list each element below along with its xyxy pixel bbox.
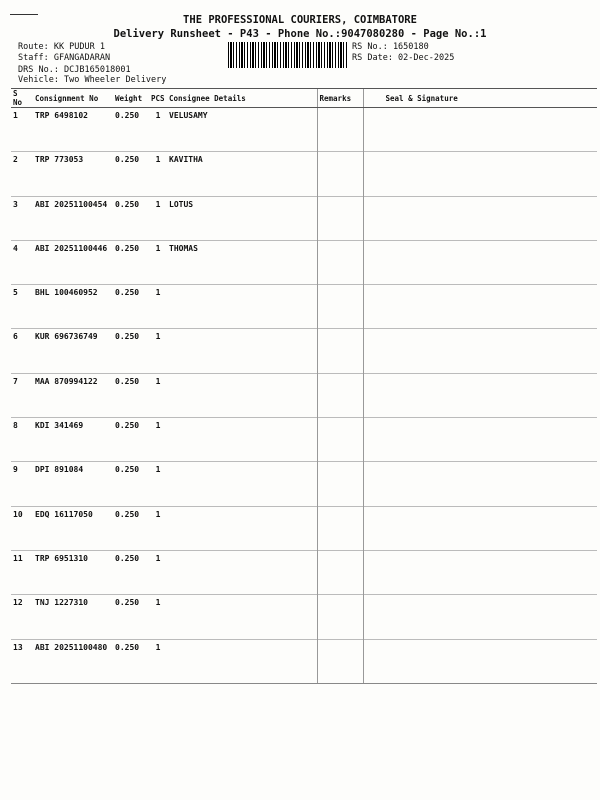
cell-weight: 0.250 xyxy=(113,506,149,550)
table-row xyxy=(11,152,597,196)
cell-consignee: THOMAS xyxy=(167,240,317,284)
cell-pcs: 1 xyxy=(149,550,167,594)
cell-sno: 9 xyxy=(11,462,33,506)
cell-remarks xyxy=(317,108,363,152)
cell-consignee: LOTUS xyxy=(167,196,317,240)
cell-remarks xyxy=(317,506,363,550)
cell-weight: 0.250 xyxy=(113,639,149,683)
cell-signature xyxy=(363,506,597,550)
table-row xyxy=(11,462,597,506)
cell-consignment: TRP 6498102 xyxy=(35,111,88,120)
cell-signature xyxy=(363,418,597,462)
cell-consignee: KAVITHA xyxy=(167,152,317,196)
rs-date: RS Date: 02-Dec-2025 xyxy=(352,53,455,63)
cell-sno: 6 xyxy=(11,329,33,373)
cell-consignment: KDI 341469 xyxy=(33,418,113,462)
cell-sno: 5 xyxy=(11,285,33,329)
cell-pcs: 1 xyxy=(149,240,167,284)
cell-pcs: 1 xyxy=(149,285,167,329)
staff-label: Staff: GFANGADARAN xyxy=(18,53,111,63)
cell-remarks xyxy=(317,240,363,284)
table-row xyxy=(11,196,597,240)
col-consignee: Consignee Details xyxy=(167,89,317,108)
cell-consignee xyxy=(167,506,317,550)
cell-remarks xyxy=(317,152,363,196)
cell-consignment: DPI 891084 xyxy=(33,462,113,506)
cell-consignment: TNJ 1227310 xyxy=(33,595,113,639)
cell-signature xyxy=(363,329,597,373)
cell-weight: 0.250 xyxy=(115,111,140,120)
table-row xyxy=(11,373,597,417)
drs-label: DRS No.: DCJB165018001 xyxy=(18,65,131,75)
col-pcs: PCS xyxy=(149,89,167,108)
table-row xyxy=(11,240,597,284)
cell-sno: 11 xyxy=(11,550,33,594)
cell-consignee xyxy=(167,329,317,373)
sheet-subtitle: Delivery Runsheet - P43 - Phone No.:9047080280 - Page No.:1 xyxy=(113,28,487,40)
cell-weight: 0.250 xyxy=(113,373,149,417)
cell-pcs: 1 xyxy=(149,595,167,639)
cell-sno: 1 xyxy=(13,111,18,120)
cell-signature xyxy=(363,550,597,594)
col-signature: Seal & Signature xyxy=(363,89,597,108)
barcode xyxy=(228,42,348,68)
table-header xyxy=(11,89,597,108)
vehicle-label: Vehicle: Two Wheeler Delivery xyxy=(18,75,167,85)
cell-pcs: 1 xyxy=(149,373,167,417)
cell-weight: 0.250 xyxy=(113,285,149,329)
cell-consignee xyxy=(167,418,317,462)
cell-consignment: MAA 870994122 xyxy=(33,373,113,417)
cell-pcs: 1 xyxy=(149,329,167,373)
cell-weight: 0.250 xyxy=(113,152,149,196)
cell-remarks xyxy=(317,285,363,329)
cell-signature xyxy=(363,462,597,506)
cell-weight: 0.250 xyxy=(113,595,149,639)
cell-consignment: ABI 20251100446 xyxy=(33,240,113,284)
sheet-title: THE PROFESSIONAL COURIERS, COIMBATORE xyxy=(183,14,417,26)
cell-signature xyxy=(363,240,597,284)
cell-consignee xyxy=(167,639,317,683)
table-row xyxy=(11,550,597,594)
table-row xyxy=(11,418,597,462)
cell-sno: 2 xyxy=(11,152,33,196)
cell-pcs: 1 xyxy=(149,152,167,196)
cell-signature xyxy=(363,373,597,417)
col-sno: S No xyxy=(11,89,33,108)
col-remarks: Remarks xyxy=(317,89,363,108)
table-row xyxy=(11,595,597,639)
table-row xyxy=(11,329,597,373)
cell-consignee: VELUSAMY xyxy=(169,111,208,120)
cell-consignment: TRP 773053 xyxy=(33,152,113,196)
cell-consignment: TRP 6951310 xyxy=(33,550,113,594)
rs-number: RS No.: 1650180 xyxy=(352,42,429,52)
cell-sno: 13 xyxy=(11,639,33,683)
cell-remarks xyxy=(317,418,363,462)
cell-pcs: 1 xyxy=(149,462,167,506)
cell-consignment: EDQ 16117050 xyxy=(33,506,113,550)
cell-signature xyxy=(363,639,597,683)
cell-signature xyxy=(363,108,597,152)
cell-pcs: 1 xyxy=(155,111,161,120)
cell-remarks xyxy=(317,639,363,683)
cell-signature xyxy=(363,595,597,639)
cell-sno: 7 xyxy=(11,373,33,417)
cell-consignment: ABI 20251100480 xyxy=(33,639,113,683)
cell-sno: 10 xyxy=(11,506,33,550)
cell-pcs: 1 xyxy=(149,196,167,240)
cell-pcs: 1 xyxy=(149,418,167,462)
cell-remarks xyxy=(317,329,363,373)
cell-consignee xyxy=(167,462,317,506)
cell-consignment: ABI 20251100454 xyxy=(33,196,113,240)
route-label: Route: KK PUDUR 1 xyxy=(18,42,105,52)
table-row xyxy=(11,285,597,329)
cell-weight: 0.250 xyxy=(113,240,149,284)
cell-consignee xyxy=(167,373,317,417)
cell-consignee xyxy=(167,550,317,594)
cell-remarks xyxy=(317,196,363,240)
cell-sno: 8 xyxy=(11,418,33,462)
cell-remarks xyxy=(317,595,363,639)
cell-signature xyxy=(363,196,597,240)
cell-weight: 0.250 xyxy=(113,462,149,506)
cell-pcs: 1 xyxy=(149,506,167,550)
cell-weight: 0.250 xyxy=(113,550,149,594)
col-weight: Weight xyxy=(113,89,149,108)
col-consignment: Consignment No xyxy=(33,89,113,108)
cell-sno: 4 xyxy=(11,240,33,284)
cell-signature xyxy=(363,152,597,196)
cell-consignee xyxy=(167,285,317,329)
cell-consignee xyxy=(167,595,317,639)
cell-sno: 3 xyxy=(11,196,33,240)
cell-sno: 12 xyxy=(11,595,33,639)
cell-consignment: BHL 100460952 xyxy=(33,285,113,329)
cell-remarks xyxy=(317,550,363,594)
cell-pcs: 1 xyxy=(149,639,167,683)
cell-consignment: KUR 696736749 xyxy=(33,329,113,373)
cell-remarks xyxy=(317,462,363,506)
cell-weight: 0.250 xyxy=(113,418,149,462)
runsheet-table xyxy=(11,88,597,684)
cell-weight: 0.250 xyxy=(113,196,149,240)
table-row xyxy=(11,506,597,550)
cell-weight: 0.250 xyxy=(113,329,149,373)
table-row xyxy=(11,639,597,683)
cell-signature xyxy=(363,285,597,329)
table-row xyxy=(11,108,597,152)
cell-remarks xyxy=(317,373,363,417)
